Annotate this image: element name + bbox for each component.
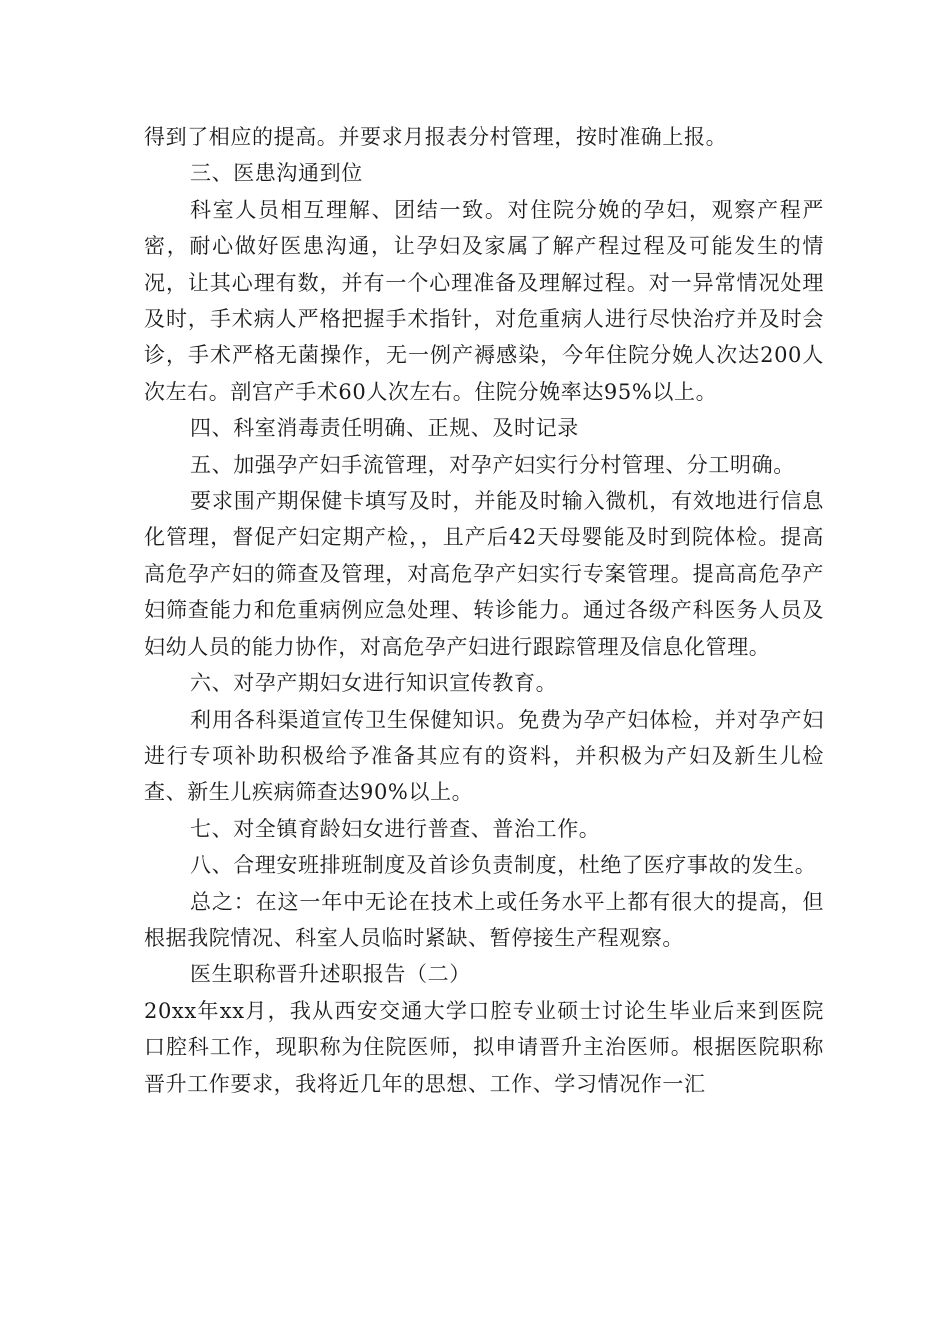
report-title-two: 医生职称晋升述职报告（二） bbox=[190, 962, 471, 987]
paragraph-maternal-management: 要求围产期保健卡填写及时，并能及时输入微机，有效地进行信息化管理，督促产妇定期产检，，且产后42天母婴能及时到院体检。提高高危孕产妇的筛查及管理，对高危孕产妇实行专案管理。提高高危孕产妇筛查能力和危重病例应急处理、转诊能力。通过各级产科医务人员及妇幼人员的能力协作，对高危孕产妇进行跟踪管理及信息化管理。 bbox=[144, 489, 824, 659]
section-heading-communication: 三、医患沟通到位 bbox=[190, 161, 363, 186]
section-heading-maternal-management: 五、加强孕产妇手流管理，对孕产妇实行分村管理、分工明确。 bbox=[190, 452, 795, 477]
section-heading-scheduling: 八、合理安班排班制度及首诊负责制度，杜绝了医疗事故的发生。 bbox=[190, 853, 817, 878]
paragraph-education: 利用各科渠道宣传卫生保健知识。免费为孕产妇体检，并对孕产妇进行专项补助积极给予准备其应有的资料，并积极为产妇及新生儿检查、新生儿疾病筛查达90%以上。 bbox=[144, 707, 824, 805]
paragraph-communication: 科室人员相互理解、团结一致。对住院分娩的孕妇，观察产程严密，耐心做好医患沟通，让孕妇及家属了解产程过程及可能发生的情况，让其心理有数，并有一个心理准备及理解过程。对一异常情况处理及时，手术病人严格把握手术指针，对危重病人进行尽快治疗并及时会诊，手术严格无菌操作，无一例产褥感染，今年住院分娩人次达200人次左右。剖宫产手术60人次左右。住院分娩率达95%以上。 bbox=[144, 197, 824, 404]
section-heading-disinfection: 四、科室消毒责任明确、正规、及时记录 bbox=[190, 416, 579, 441]
paragraph-continuation: 得到了相应的提高。并要求月报表分村管理，按时准确上报。 bbox=[144, 125, 728, 149]
paragraph-report-two-intro: 20xx年xx月，我从西安交通大学口腔专业硕士讨论生毕业后来到医院口腔科工作，现职称为住院医师，拟申请晋升主治医师。根据医院职称晋升工作要求，我将近几年的思想、工作、学习情况作一汇 bbox=[144, 998, 824, 1096]
section-heading-education: 六、对孕产期妇女进行知识宣传教育。 bbox=[190, 671, 558, 696]
document-body bbox=[144, 119, 824, 1102]
paragraph-summary: 总之：在这一年中无论在技术上或任务水平上都有很大的提高，但根据我院情况、科室人员临时紧缺、暂停接生产程观察。 bbox=[144, 889, 824, 950]
section-heading-screening: 七、对全镇育龄妇女进行普查、普治工作。 bbox=[190, 816, 601, 841]
